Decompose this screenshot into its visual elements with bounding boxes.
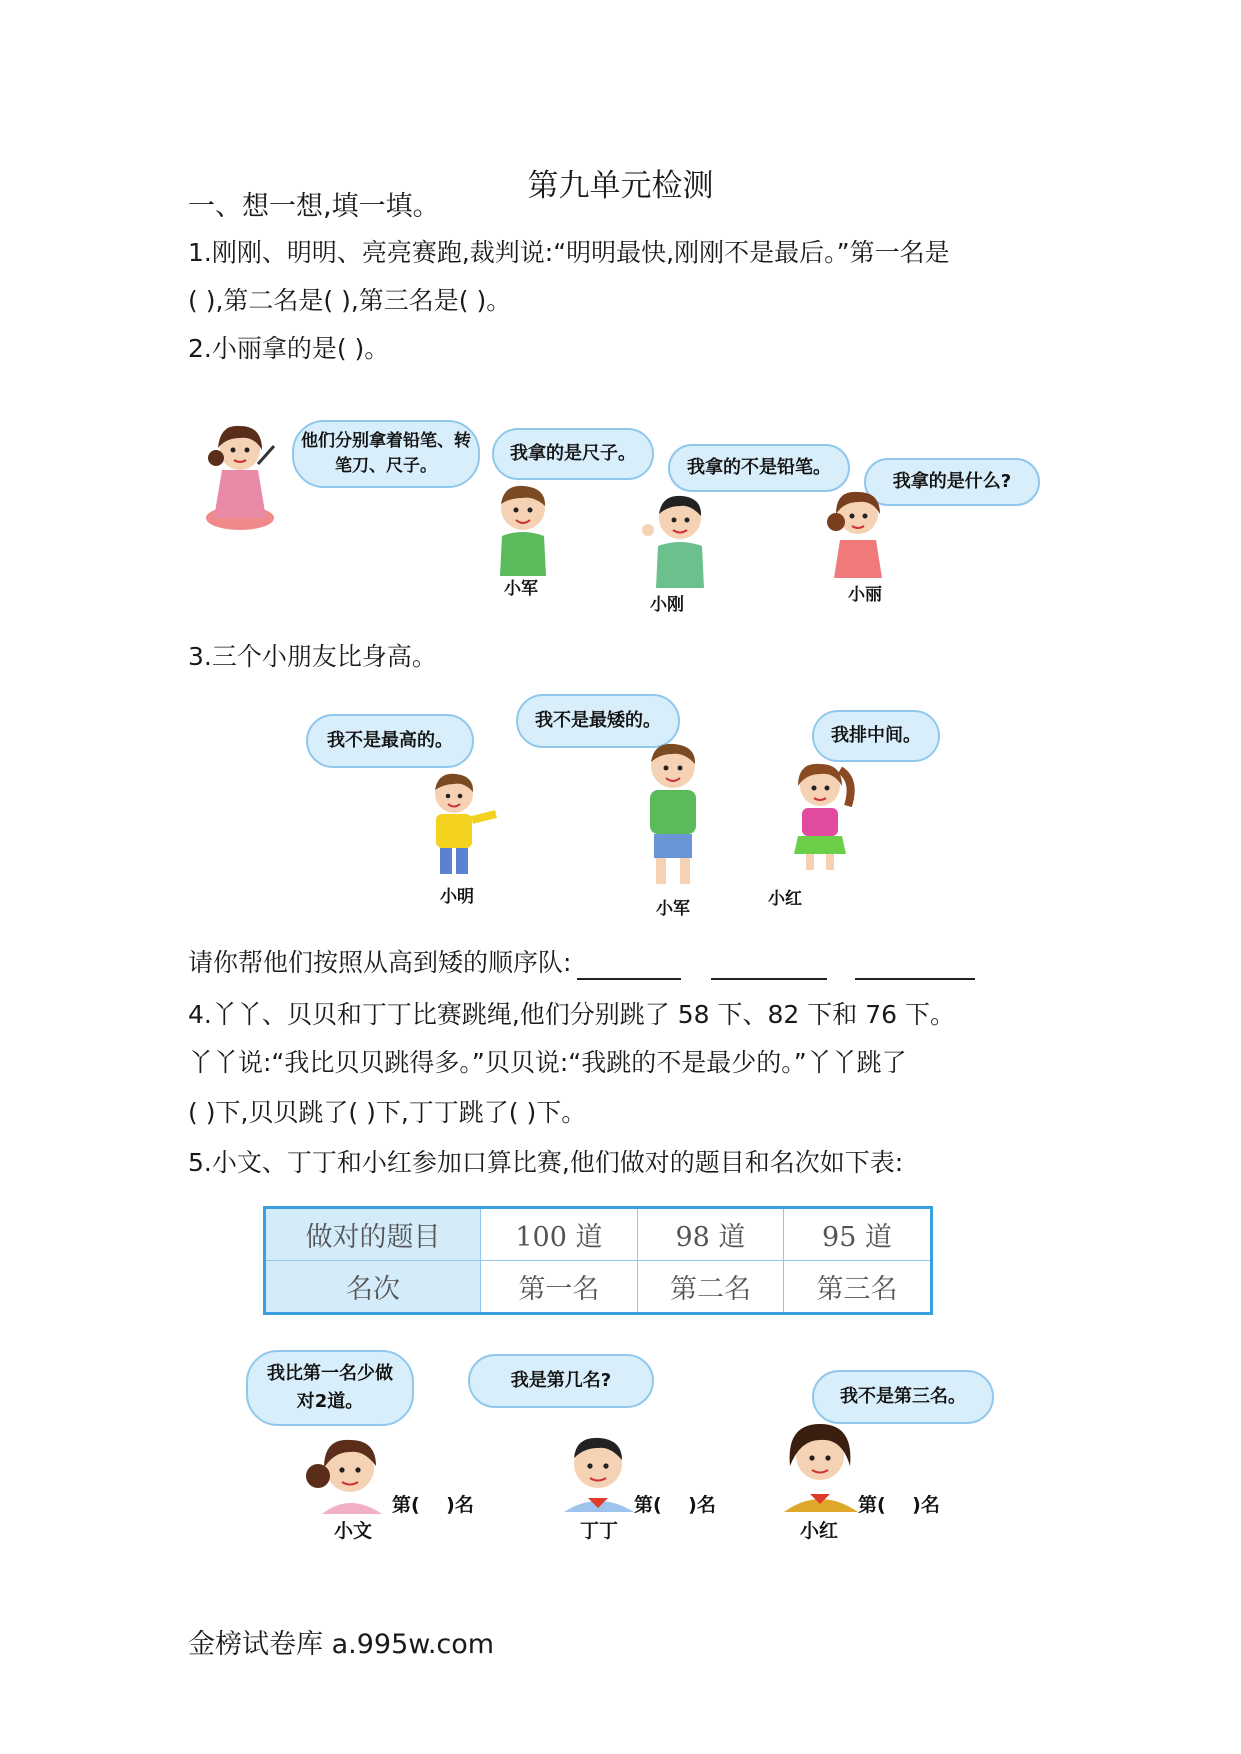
table-header-cell: 名次 <box>265 1261 481 1314</box>
table-row <box>265 1208 932 1261</box>
rank-slot-xiaowen[interactable]: 第( )名 <box>392 1494 474 1516</box>
girl-xiaohong-icon <box>782 756 858 876</box>
name-label-xiaoli: 小丽 <box>848 585 882 605</box>
boy-dingding-icon <box>556 1428 640 1512</box>
boy-xiaogang-icon <box>640 490 716 590</box>
boy-xiaojun-tall-icon <box>640 740 706 890</box>
name-label-xiaogang: 小刚 <box>650 595 684 615</box>
speech-bubble-xiaowen: 我比第一名少做对2道。 <box>246 1350 414 1426</box>
name-label-dingding: 丁丁 <box>580 1520 619 1542</box>
rank-slot-xiaohong[interactable]: 第( )名 <box>858 1494 940 1516</box>
speech-bubble-xiaoli: 我拿的是什么? <box>864 458 1040 506</box>
table-header-cell: 做对的题目 <box>265 1208 481 1261</box>
page-title: 第九单元检测 <box>527 168 714 204</box>
speech-bubble-xiaojun-height: 我不是最矮的。 <box>516 694 680 748</box>
table-row <box>265 1261 932 1314</box>
speech-bubble-xiaohong-rank: 我不是第三名。 <box>812 1370 994 1424</box>
name-label-xiaohong: 小红 <box>768 889 802 909</box>
speech-bubble-dingding: 我是第几名? <box>468 1354 654 1408</box>
table-cell: 第三名 <box>784 1261 932 1314</box>
boy-xiaoming-icon <box>422 770 502 880</box>
speech-bubble-xiaojun: 我拿的是尺子。 <box>492 428 654 480</box>
name-label-xiaoming: 小明 <box>440 887 474 907</box>
answer-blank-3[interactable] <box>855 952 975 980</box>
order-prompt-text: 请你帮他们按照从高到矮的顺序队: <box>188 948 572 977</box>
speech-bubble-xiaogang: 我拿的不是铅笔。 <box>668 444 850 492</box>
name-label-xiaohong-rank: 小红 <box>800 1520 839 1542</box>
speech-bubble-xiaohong: 我排中间。 <box>812 710 940 762</box>
speech-bubble-xiaoming: 我不是最高的。 <box>306 714 474 768</box>
table-cell: 100 道 <box>481 1208 638 1261</box>
footer-source: 金榜试卷库 a.995w.com <box>188 1629 495 1660</box>
answer-blank-1[interactable] <box>577 952 681 980</box>
question-1-line-2: ( ),第二名是( ),第三名是( )。 <box>188 286 512 315</box>
table-cell: 95 道 <box>784 1208 932 1261</box>
question-1-line-1: 1.刚刚、明明、亮亮赛跑,裁判说:“明明最快,刚刚不是最后。”第一名是 <box>188 238 950 267</box>
question-2-text: 2.小丽拿的是( )。 <box>188 334 390 363</box>
rank-slot-dingding[interactable]: 第( )名 <box>634 1494 716 1516</box>
girl-xiaoli-icon <box>822 484 898 580</box>
question-4-line-2: 丫丫说:“我比贝贝跳得多。”贝贝说:“我跳的不是最少的。”丫丫跳了 <box>188 1048 907 1077</box>
table-cell: 第一名 <box>481 1261 638 1314</box>
section-heading: 一、想一想,填一填。 <box>188 191 440 222</box>
table-cell: 98 道 <box>637 1208 783 1261</box>
girl-with-microphone-icon <box>200 418 280 530</box>
table-cell: 第二名 <box>637 1261 783 1314</box>
name-label-xiaojun-height: 小军 <box>656 899 690 919</box>
boy-xiaojun-icon <box>488 482 558 578</box>
name-label-xiaojun: 小军 <box>504 579 538 599</box>
answer-blank-2[interactable] <box>711 952 827 980</box>
question-5-text: 5.小文、丁丁和小红参加口算比赛,他们做对的题目和名次如下表: <box>188 1148 904 1177</box>
girl-xiaowen-icon <box>302 1430 390 1514</box>
score-rank-table <box>263 1206 933 1315</box>
question-4-line-3: ( )下,贝贝跳了( )下,丁丁跳了( )下。 <box>188 1098 587 1127</box>
question-4-line-1: 4.丫丫、贝贝和丁丁比赛跳绳,他们分别跳了 58 下、82 下和 76 下。 <box>188 1000 955 1029</box>
girl-xiaohong-rank-icon <box>776 1416 862 1512</box>
question-3-text: 3.三个小朋友比身高。 <box>188 642 437 671</box>
speech-bubble-narrator: 他们分别拿着铅笔、转笔刀、尺子。 <box>292 420 480 488</box>
question-3-order-prompt <box>188 946 975 980</box>
name-label-xiaowen: 小文 <box>334 1520 373 1542</box>
